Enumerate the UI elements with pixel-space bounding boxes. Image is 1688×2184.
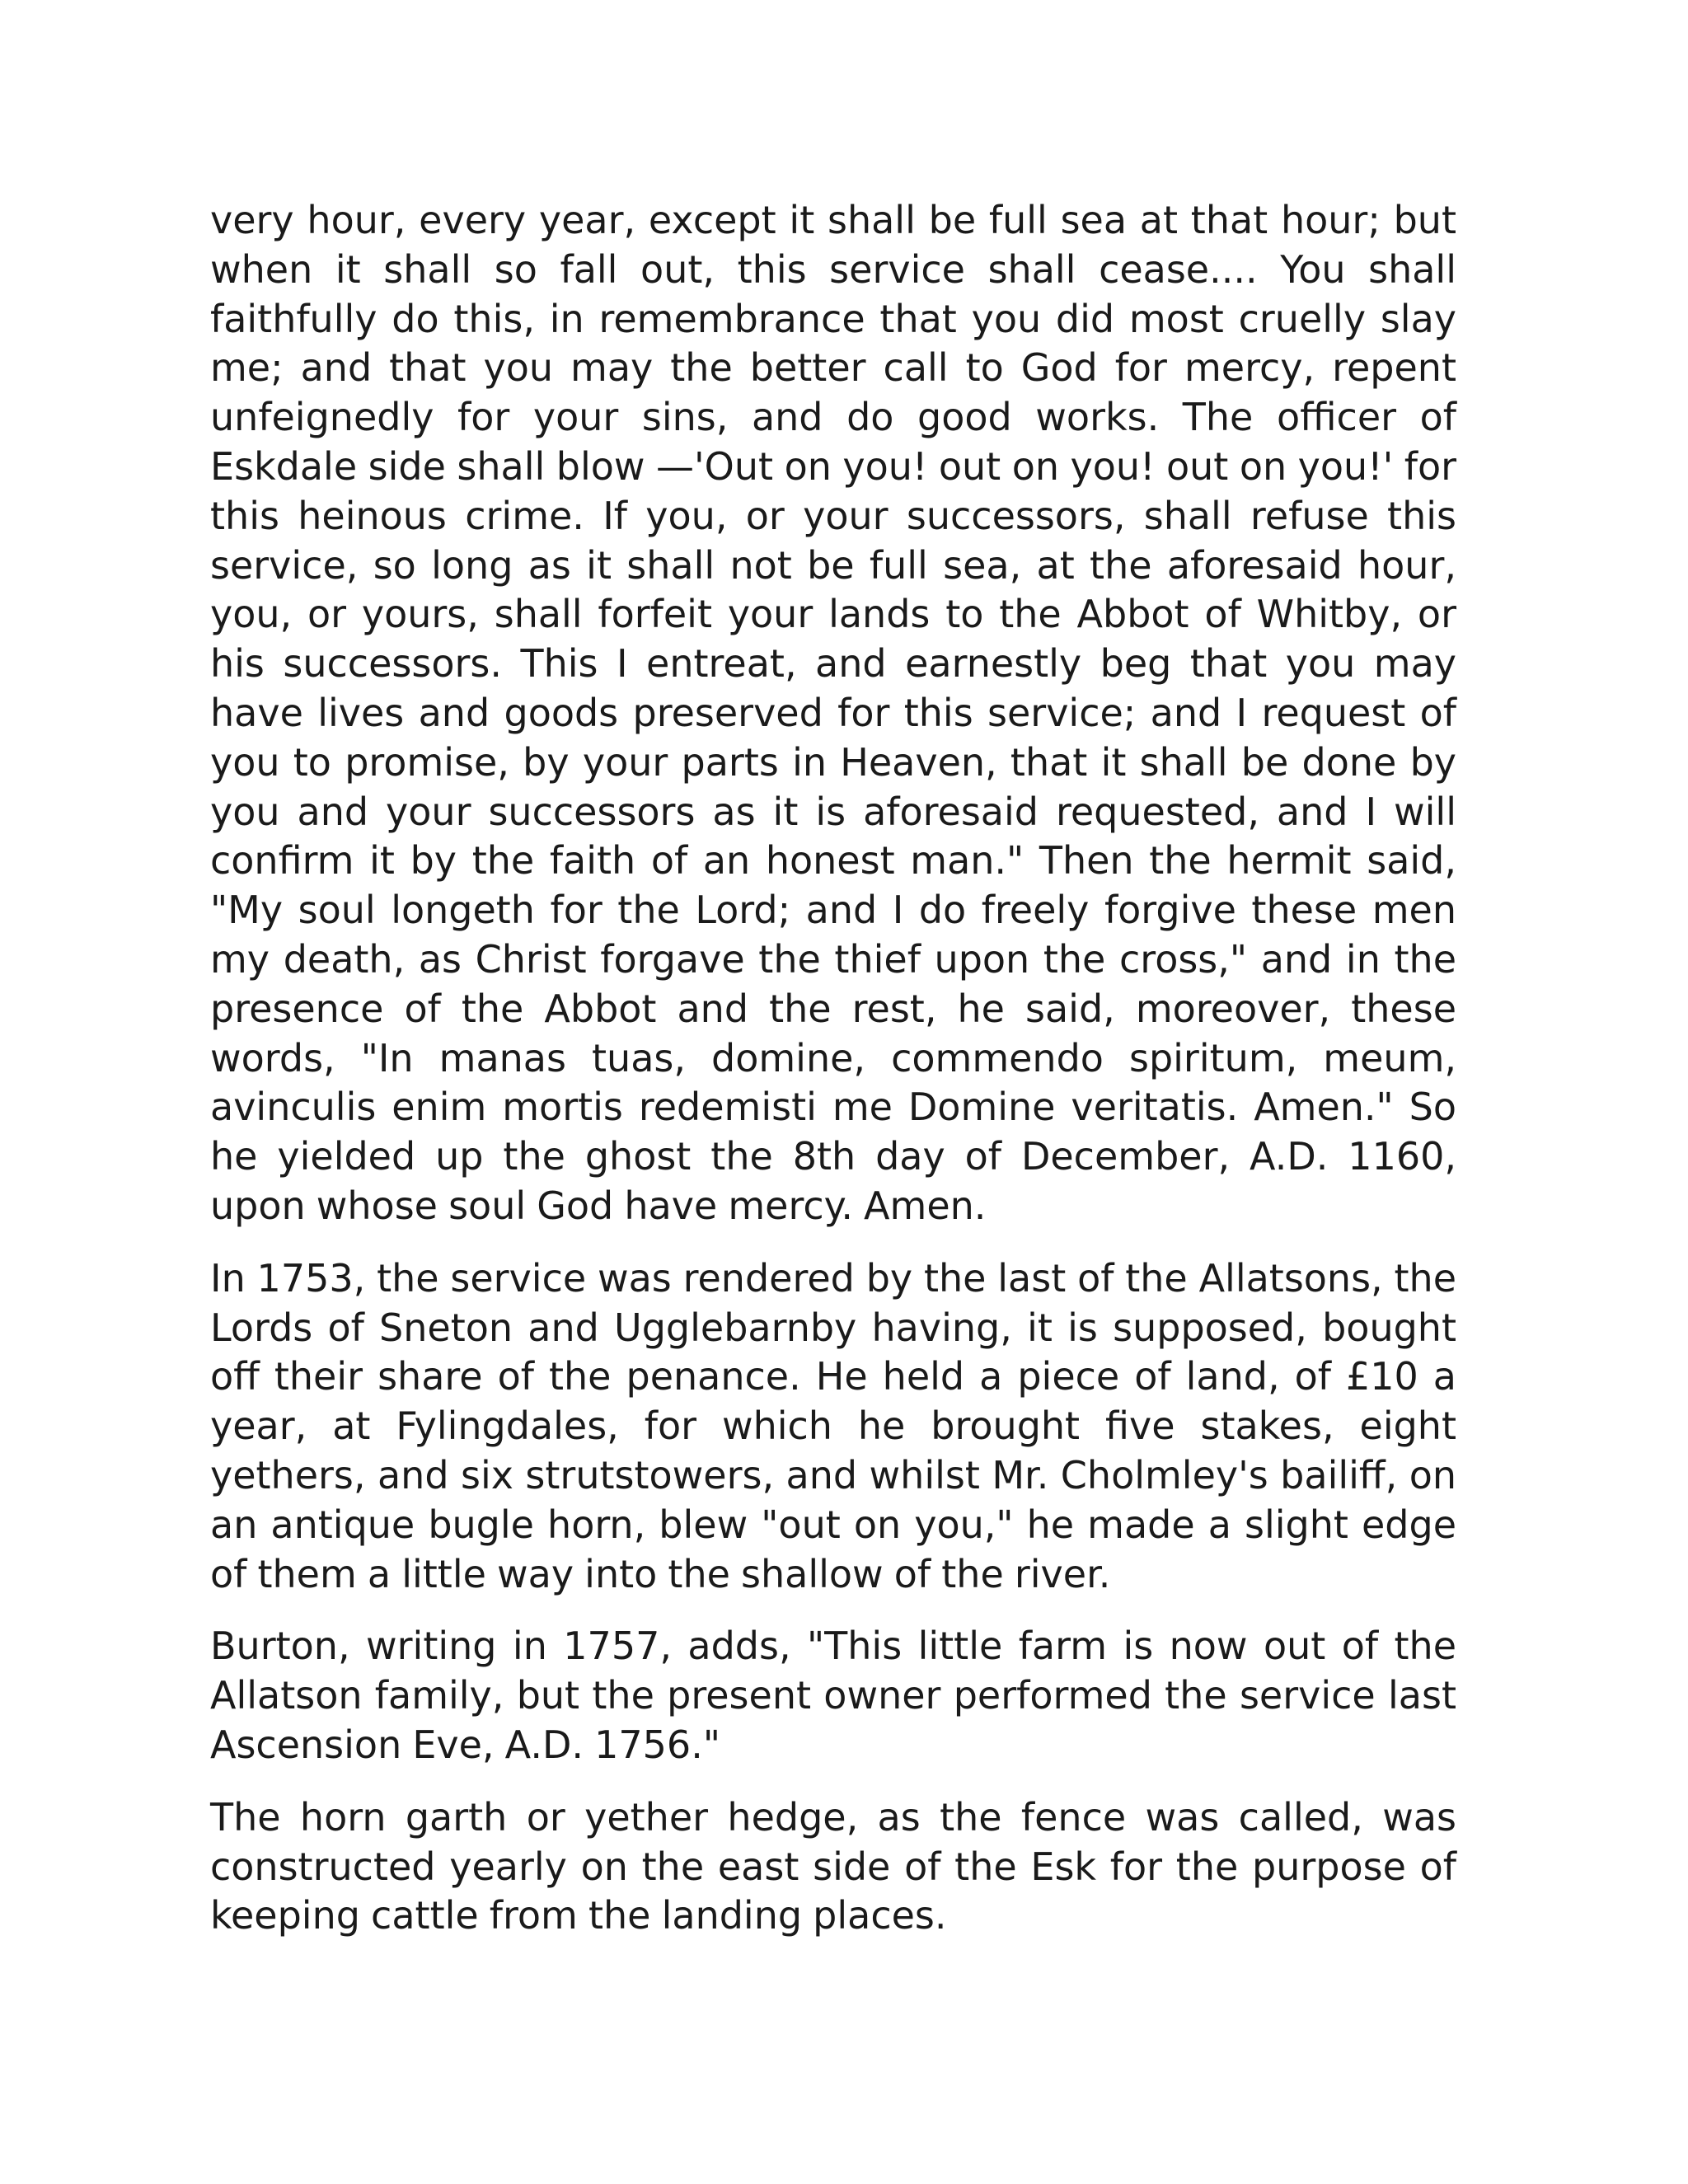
paragraph-4: The horn garth or yether hedge, as the fence was called, was constructed yearly on the east side of the Esk for the purpose of keeping cattle from the landing places.	[210, 1794, 1456, 1938]
paragraph-2: In 1753, the service was rendered by the last of the Allatsons, the Lords of Sneton and Ugglebarnby having, it is supposed, bought off their share of the penance. He held a piece of land, of £10 a year, at Fylingdales, for which he brought five stakes, eight yethers, and six strutstowers, and whilst Mr. Cholmley's bailiff, on an antique bugle horn, blew "out on you," he made a slight edge of them a little way into the shallow of the river.	[210, 1255, 1456, 1596]
page-body	[210, 196, 1456, 1941]
paragraph-1: very hour, every year, except it shall be full sea at that hour; but when it shall so fall out, this service shall cease.... You shall faithfully do this, in remembrance that you did most cruelly slay me; and that you may the better call to God for mercy, repent unfeignedly for your sins, and do good works. The officer of Eskdale side shall blow —'Out on you! out on you! out on you!' for this heinous crime. If you, or your successors, shall refuse this service, so long as it shall not be full sea, at the aforesaid hour, you, or yours, shall forfeit your lands to the Abbot of Whitby, or his successors. This I entreat, and earnestly beg that you may have lives and goods preserved for this service; and I request of you to promise, by your parts in Heaven, that it shall be done by you and your successors as it is aforesaid requested, and I will confirm it by the faith of an honest man." Then the hermit said, "My soul longeth for the Lord; and I do freely forgive these men my death, as Christ forgave the thief upon the cross," and in the presence of the Abbot and the rest, he said, moreover, these words, "In manas tuas, domine, commendo spiritum, meum, avinculis enim mortis redemisti me Domine veritatis. Amen." So he yielded up the ghost the 8th day of December, A.D. 1160, upon whose soul God have mercy. Amen.	[210, 198, 1456, 1228]
paragraph-3: Burton, writing in 1757, adds, "This little farm is now out of the Allatson family, but the present owner performed the service last Ascension Eve, A.D. 1756."	[210, 1624, 1456, 1767]
